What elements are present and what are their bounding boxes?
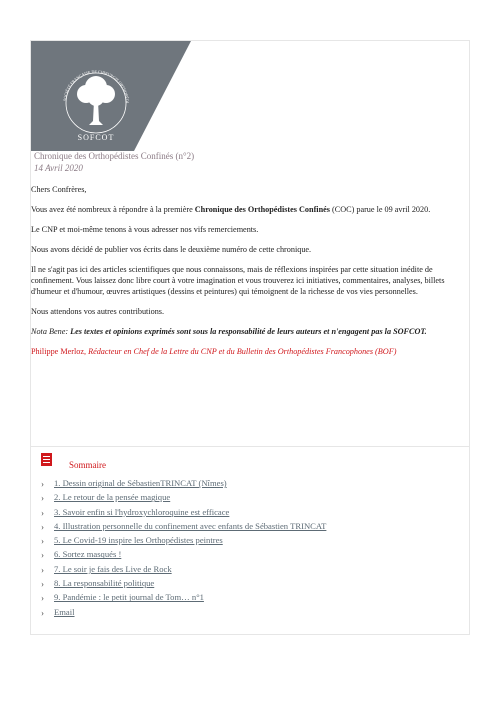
table-of-contents bbox=[31, 446, 469, 631]
chevron-right-icon: › bbox=[41, 550, 44, 561]
toc-link[interactable]: 9. Pandémie : le petit journal de Tom… n°1 bbox=[54, 592, 204, 603]
paragraph-2: Le CNP et moi-même tenons à vous adresser nos vifs remerciements. bbox=[31, 225, 259, 234]
email-link[interactable]: Email bbox=[54, 606, 75, 617]
svg-text:SOCIÉTÉ FRANÇAISE DE CHIRURGIE: SOCIÉTÉ FRANÇAISE DE CHIRURGIE ORTHOPÉDI bbox=[62, 68, 131, 104]
toc-link[interactable]: 7. Le soir je fais des Live de Rock bbox=[54, 563, 172, 574]
toc-link[interactable]: 3. Savoir enfin si l'hydroxychloroquine est efficace bbox=[54, 506, 230, 517]
toc-link[interactable]: 2. Le retour de la pensée magique bbox=[54, 492, 171, 503]
toc-link[interactable]: 5. Le Covid-19 inspire les Orthopédistes peintres bbox=[54, 535, 223, 546]
chevron-right-icon: › bbox=[41, 507, 44, 518]
chevron-right-icon: › bbox=[41, 607, 44, 618]
chevron-right-icon: › bbox=[41, 521, 44, 532]
greeting: Chers Confrères, bbox=[31, 185, 87, 194]
toc-title: Sommaire bbox=[69, 460, 106, 470]
paragraph-3: Nous avons décidé de publier vos écrits dans le deuxième numéro de cette chronique. bbox=[31, 245, 312, 254]
chevron-right-icon: › bbox=[41, 593, 44, 604]
chevron-right-icon: › bbox=[41, 479, 44, 489]
coc-title: Chronique des Orthopédistes Confinés bbox=[194, 205, 330, 214]
newsletter-card bbox=[30, 40, 470, 635]
letter-body bbox=[31, 184, 469, 366]
nota-bene: Nota Bene: Les textes et opinions exprimés sont sous la responsabilité de leurs auteurs et n'engagent pas la SOFCOT. bbox=[31, 327, 427, 336]
toc-link[interactable]: 6. Sortez masqués ! bbox=[54, 549, 122, 560]
paragraph-5: Nous attendons vos autres contributions. bbox=[31, 307, 165, 316]
toc-link[interactable]: 1. Dessin original de SébastienTRINCAT (Nîmes) bbox=[54, 478, 227, 488]
svg-text:SOFCOT: SOFCOT bbox=[77, 133, 115, 142]
sofcot-logo bbox=[31, 41, 191, 151]
signature: Philippe Merloz, Rédacteur en Chef de la Lettre du CNP et du Bulletin des Orthopédistes Francophones (BOF) bbox=[31, 347, 397, 356]
newsletter-title: Chronique des Orthopédistes Confinés (n°2) bbox=[34, 151, 195, 161]
chevron-right-icon: › bbox=[41, 493, 44, 504]
toc-link[interactable]: 8. La responsabilité politique bbox=[54, 578, 155, 589]
toc-link[interactable]: 4. Illustration personnelle du confinement avec enfants de Sébastien TRINCAT bbox=[54, 520, 327, 531]
newsletter-date: 14 Avril 2020 bbox=[34, 163, 83, 173]
chevron-right-icon: › bbox=[41, 579, 44, 590]
chevron-right-icon: › bbox=[41, 564, 44, 575]
paragraph-4: Il ne s'agit pas ici des articles scientifiques que nous connaissons, mais de réflexions inspirées par cette situation inédite de confinement. Vous laissez donc libre court à votre imagination et vous trouverez ici initiatives, commentaires, analyses, billets d'humeur et d'humour, œuvres artistiques (dessins et peintures) qui témoignent de la richesse de vos vies personnelles. bbox=[31, 265, 445, 296]
chevron-right-icon: › bbox=[41, 536, 44, 547]
document-icon bbox=[41, 453, 52, 466]
paragraph-1: Vous avez été nombreux à répondre à la première Chronique des Orthopédistes Confinés (COC) parue le 09 avril 2020. bbox=[31, 205, 431, 214]
